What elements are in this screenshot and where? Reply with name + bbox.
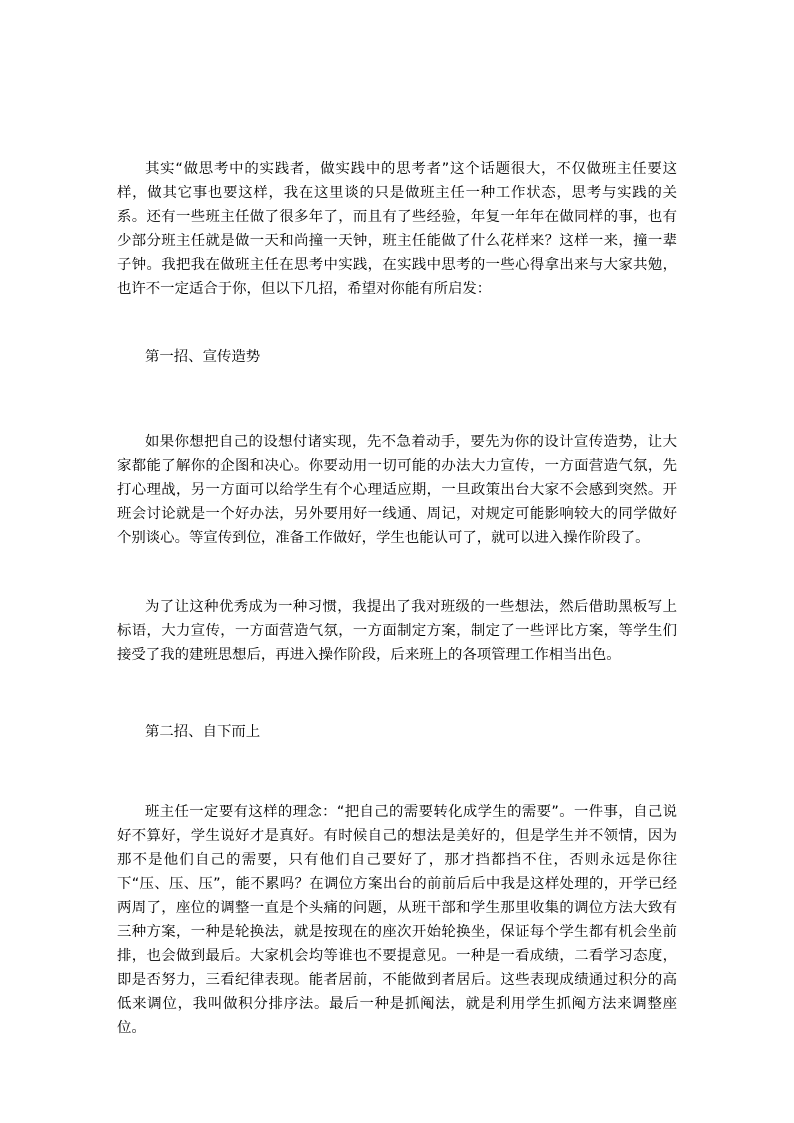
section2-paragraph-1: 班主任一定要有这样的理念：“把自己的需要转化成学生的需要”。一件事，自己说好不算好，学生说好才是真好。有时候自己的想法是美好的，但是学生并不领情，因为那不是他们自己的需要，只有他们自己要好了，那才挡都挡不住，否则永远是你往下“压、压、压”，能不累吗？在调位方案出台的前前后后中我是这样处理的，开学已经两周了，座位的调整一直是个头痛的问题，从班干部和学生那里收集的调位方法大致有三种方案，一种是轮换法，就是按现在的座次开始轮换坐，保证每个学生都有机会坐前排，也会做到最后。大家机会均等谁也不要提意见。一种是一看成绩，二看学习态度，即是否努力，三看纪律表现。能者居前，不能做到者居后。这些表现成绩通过积分的高低来调位，我叫做积分排序法。最后一种是抓阄法，就是利用学生抓阄方法来调整座位。 [117, 804, 677, 1036]
section-heading-2: 第二招、自下而上 [145, 724, 261, 740]
section1-paragraph-1: 如果你想把自己的设想付诸实现，先不急着动手，要先为你的设计宣传造势，让大家都能了解你的企图和决心。你要动用一切可能的办法大力宣传，一方面营造气氛，先打心理战，另一方面可以给学生有个心理适应期，一旦政策出台大家不会感到突然。开班会讨论就是一个好办法，另外要用好一线通、周记，对规定可能影响较大的同学做好个别谈心。等宣传到位，准备工作做好，学生也能认可了，就可以进入操作阶段了。 [117, 434, 677, 546]
intro-paragraph: 其实“做思考中的实践者，做实践中的思考者”这个话题很大，不仅做班主任要这样，做其它事也要这样，我在这里谈的只是做班主任一种工作状态，思考与实践的关系。还有一些班主任做了很多年了，而且有了些经验，年复一年年在做同样的事，也有少部分班主任就是做一天和尚撞一天钟，班主任能做了什么花样来？这样一来，撞一辈子钟。我把我在做班主任在思考中实践，在实践中思考的一些心得拿出来与大家共勉，也许不一定适合于你，但以下几招，希望对你能有所启发： [117, 161, 677, 297]
section-heading-1: 第一招、宣传造势 [145, 349, 261, 365]
section1-paragraph-2: 为了让这种优秀成为一种习惯，我提出了我对班级的一些想法，然后借助黑板写上标语，大力宣传，一方面营造气氛，一方面制定方案，制定了一些评比方案，等学生们接受了我的建班思想后，再进入操作阶段，后来班上的各项管理工作相当出色。 [117, 599, 677, 663]
